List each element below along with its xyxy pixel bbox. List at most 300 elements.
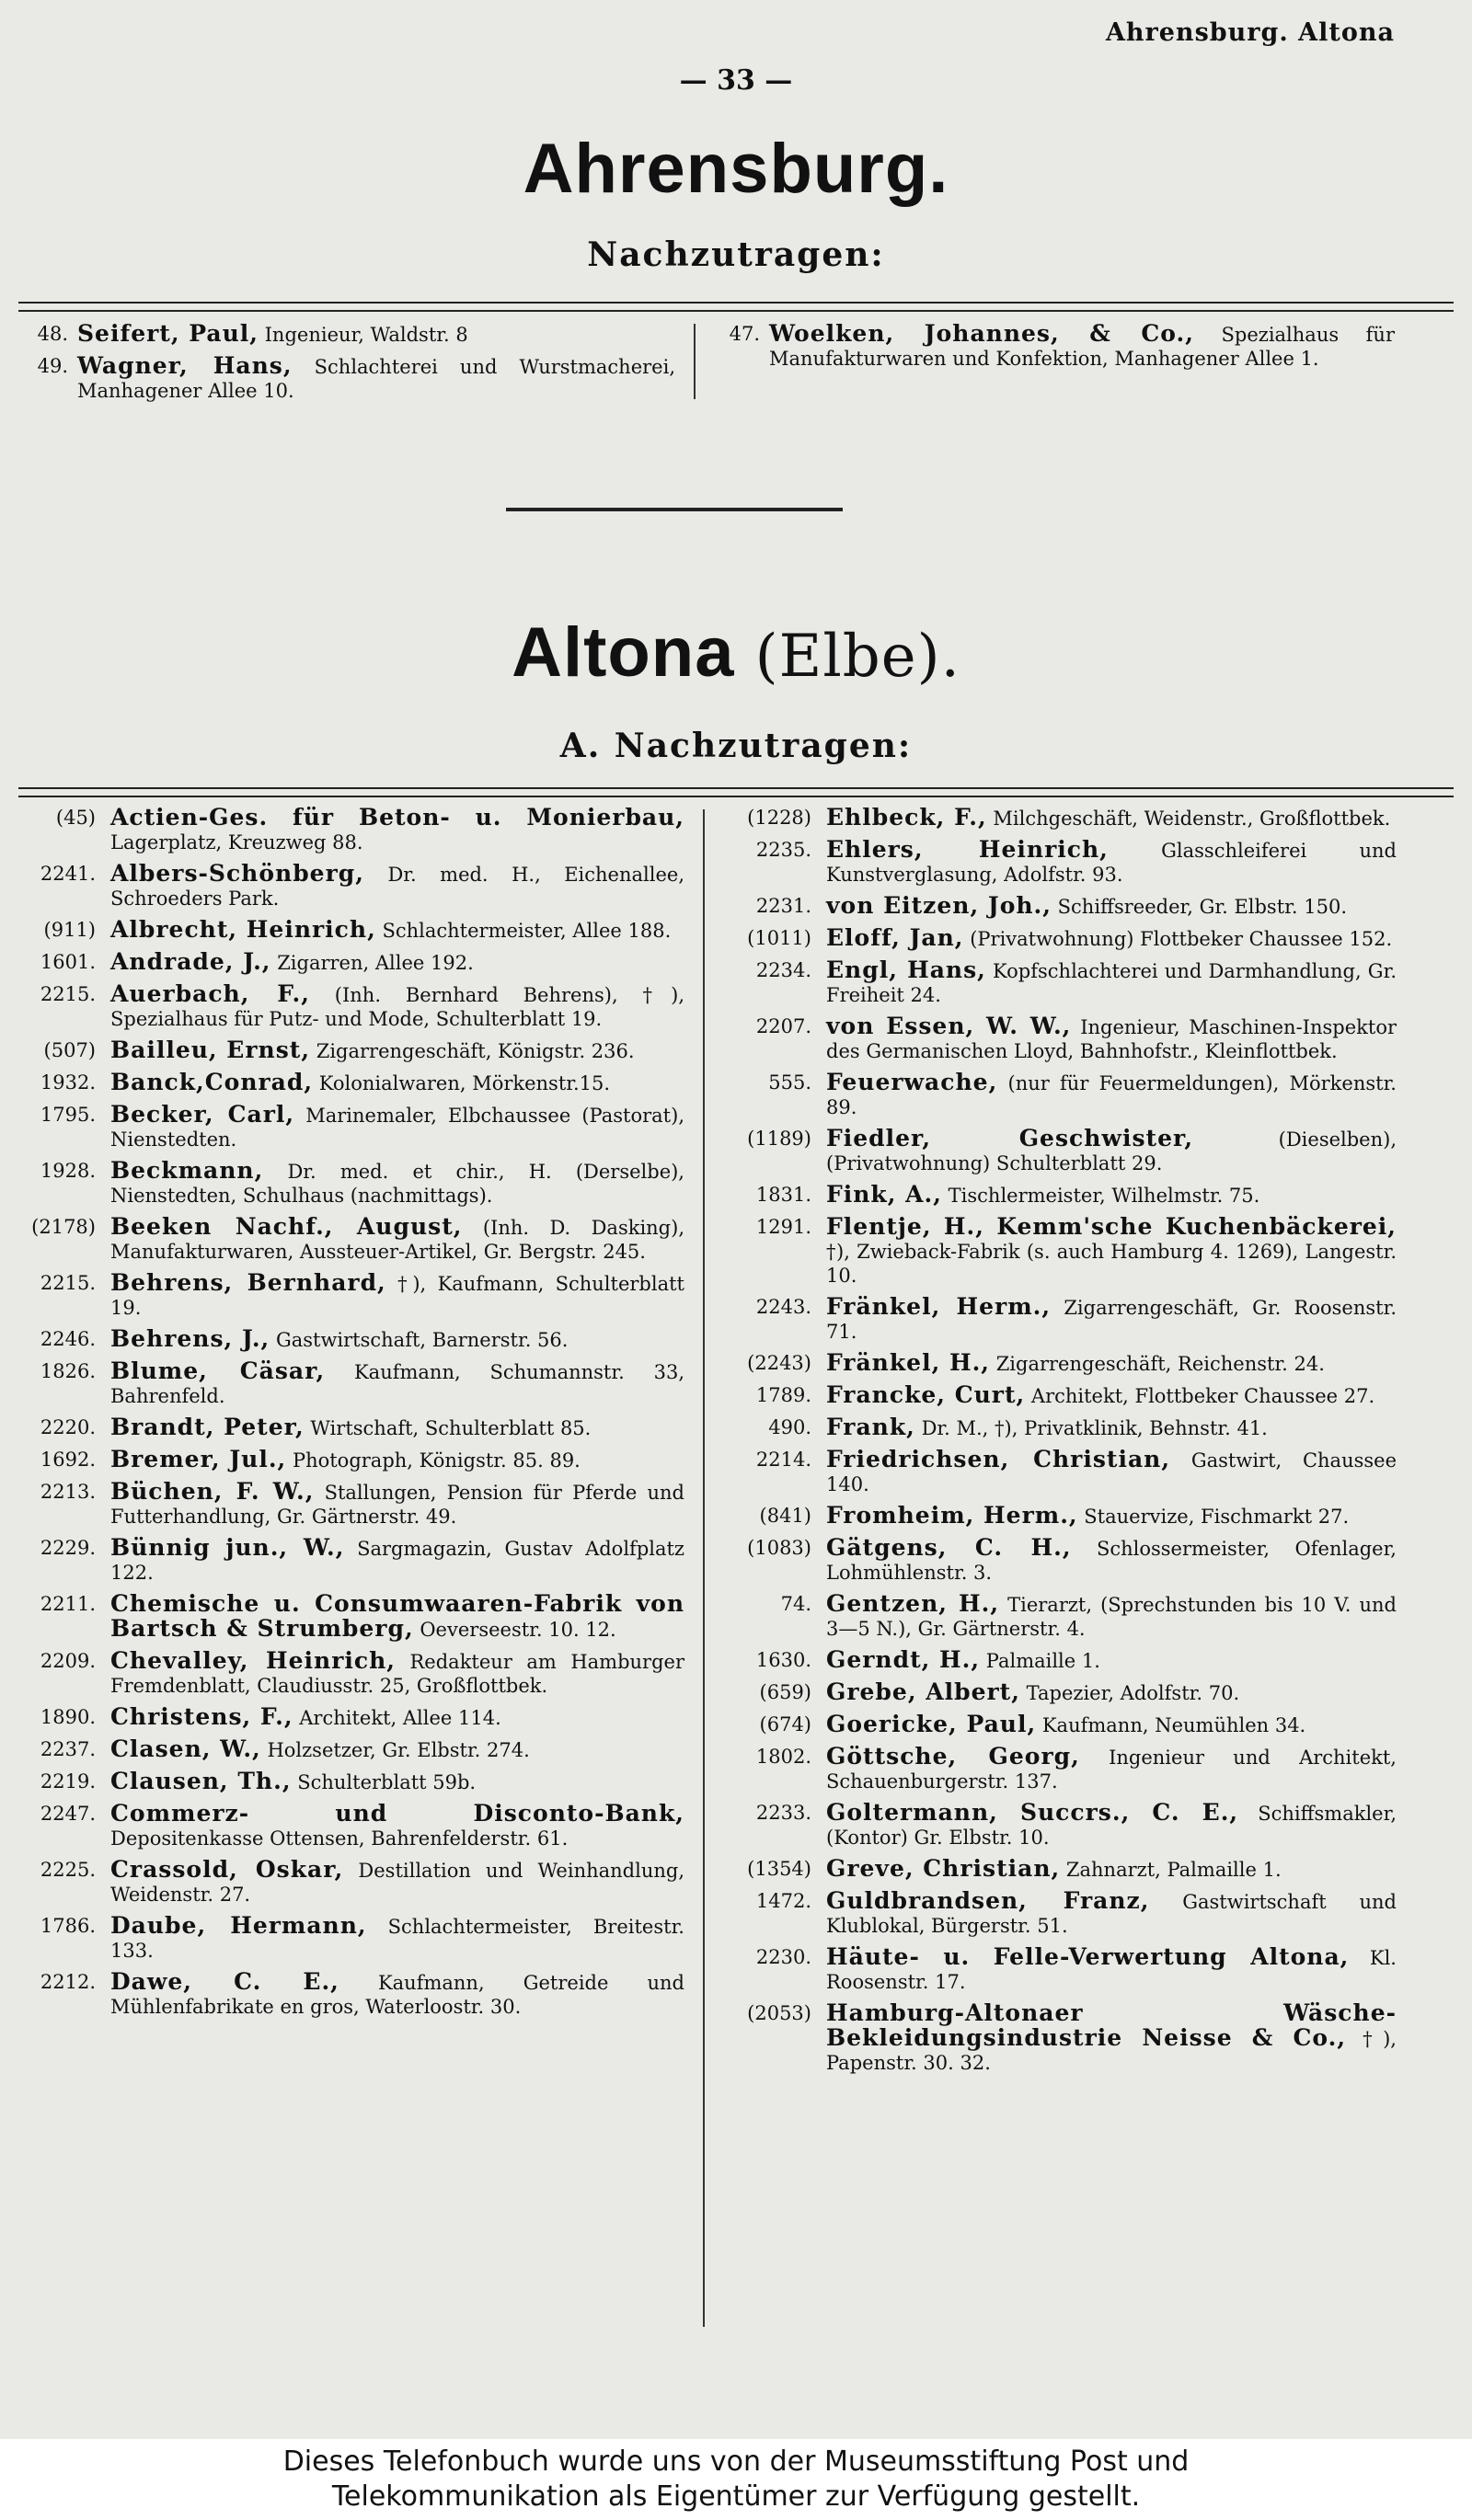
entry-details: Ingenieur und Architekt, Schauenburgerstr. 137. bbox=[826, 1747, 1397, 1793]
entry-body bbox=[826, 806, 1397, 830]
entry-details: (Dieselben), (Privatwohnung) Schulterblatt 29. bbox=[826, 1128, 1397, 1174]
entry-body bbox=[77, 322, 675, 347]
directory-entry bbox=[7, 918, 684, 943]
entry-phone-number: 2241. bbox=[40, 863, 96, 885]
entry-body bbox=[826, 1127, 1397, 1175]
entry-details: Dr. M., †), Privatklinik, Behnstr. 41. bbox=[921, 1417, 1268, 1439]
directory-entry bbox=[718, 1127, 1397, 1175]
entry-body bbox=[77, 354, 675, 403]
directory-entry bbox=[7, 1071, 684, 1095]
entry-name: Francke, Curt, bbox=[826, 1381, 1026, 1408]
entry-details: Destillation und Weinhandlung, Weidenstr. 27. bbox=[110, 1860, 684, 1906]
entry-body bbox=[110, 1327, 684, 1352]
entry-name: Behrens, Bernhard, bbox=[110, 1269, 386, 1296]
entry-phone-number: (1228) bbox=[747, 807, 811, 829]
directory-entry bbox=[712, 322, 1395, 371]
directory-entry bbox=[7, 1858, 684, 1907]
entry-body bbox=[110, 1536, 684, 1585]
entry-phone-number: (659) bbox=[759, 1681, 811, 1703]
directory-entry bbox=[7, 1705, 684, 1730]
altona-column-divider bbox=[703, 809, 705, 2327]
entry-name: Commerz- und Disconto-Bank, bbox=[110, 1800, 684, 1827]
ahrensburg-left-column bbox=[20, 322, 675, 410]
entry-body bbox=[110, 1858, 684, 1907]
entry-phone-number: 2209. bbox=[40, 1650, 96, 1672]
entry-body bbox=[826, 1857, 1397, 1882]
entry-name: Ehlers, Heinrich, bbox=[826, 836, 1109, 863]
entry-name: Göttsche, Georg, bbox=[826, 1743, 1080, 1770]
entry-name: Feuerwache, bbox=[826, 1069, 998, 1095]
entry-details: Schlachtermeister, Breitestr. 133. bbox=[110, 1916, 684, 1962]
entry-body bbox=[826, 926, 1397, 951]
entry-name: Eloff, Jan, bbox=[826, 924, 964, 951]
entry-phone-number: 1831. bbox=[755, 1184, 811, 1206]
entry-details: Zigarrengeschäft, Königstr. 236. bbox=[316, 1040, 635, 1062]
altona-title-main: Altona bbox=[512, 613, 735, 692]
entry-details: Schulterblatt 59b. bbox=[297, 1771, 477, 1793]
entry-details: Milchgeschäft, Weidenstr., Großflottbek. bbox=[993, 808, 1391, 830]
directory-entry bbox=[718, 1801, 1397, 1850]
entry-name: Gätgens, C. H., bbox=[826, 1534, 1072, 1561]
entry-details: Gastwirtschaft, Barnerstr. 56. bbox=[275, 1329, 569, 1351]
entry-name: Andrade, J., bbox=[110, 948, 271, 975]
entry-phone-number: (507) bbox=[43, 1039, 96, 1061]
entry-phone-number: 2234. bbox=[755, 959, 811, 981]
entry-phone-number: 2247. bbox=[40, 1803, 96, 1825]
entry-details: Dr. med. H., Eichenallee, Schroeders Park. bbox=[110, 864, 684, 910]
entry-body bbox=[110, 950, 684, 975]
entry-body bbox=[826, 1351, 1397, 1376]
entry-body bbox=[826, 894, 1397, 919]
entry-phone-number: (674) bbox=[759, 1713, 811, 1735]
entry-body bbox=[826, 1536, 1397, 1585]
entry-phone-number: 2219. bbox=[40, 1770, 96, 1793]
entry-name: Albrecht, Heinrich, bbox=[110, 916, 376, 943]
entry-name: Behrens, J., bbox=[110, 1325, 270, 1352]
entry-body bbox=[826, 1648, 1397, 1673]
altona-title bbox=[0, 613, 1472, 693]
directory-entry bbox=[7, 1802, 684, 1850]
entry-phone-number: 1928. bbox=[40, 1160, 96, 1182]
altona-right-column bbox=[718, 806, 1397, 2082]
entry-phone-number: 1601. bbox=[40, 951, 96, 973]
entry-phone-number: 490. bbox=[768, 1416, 811, 1438]
ahrensburg-double-rule bbox=[18, 302, 1454, 312]
entry-body bbox=[110, 1649, 684, 1698]
entry-body bbox=[826, 1383, 1397, 1408]
directory-entry bbox=[7, 950, 684, 975]
entry-body bbox=[826, 1592, 1397, 1641]
entry-details: Holzsetzer, Gr. Elbstr. 274. bbox=[267, 1739, 530, 1761]
directory-entry bbox=[718, 1351, 1397, 1376]
entry-name: Goericke, Paul, bbox=[826, 1711, 1037, 1737]
ahrensburg-right-column bbox=[712, 322, 1395, 378]
entry-body bbox=[110, 1359, 684, 1408]
entry-name: von Essen, W. W., bbox=[826, 1013, 1072, 1039]
entry-body bbox=[826, 1295, 1397, 1344]
entry-phone-number: (2178) bbox=[31, 1216, 96, 1238]
entry-phone-number: (45) bbox=[55, 807, 96, 829]
entry-details: Kaufmann, Schumannstr. 33, Bahrenfeld. bbox=[110, 1361, 684, 1407]
entry-details: (Inh. Bernhard Behrens), †), Spezialhaus für Putz- und Mode, Schulterblatt 19. bbox=[110, 984, 684, 1030]
directory-entry bbox=[7, 1359, 684, 1408]
entry-details: Tischlermeister, Wilhelmstr. 75. bbox=[948, 1185, 1260, 1207]
entry-phone-number: 1795. bbox=[40, 1104, 96, 1126]
entry-body bbox=[826, 1712, 1397, 1737]
entry-phone-number: 1786. bbox=[40, 1915, 96, 1937]
directory-entry bbox=[7, 1215, 684, 1264]
entry-name: Dawe, C. E., bbox=[110, 1968, 339, 1995]
entry-details: Kl. Roosenstr. 17. bbox=[826, 1947, 1397, 1993]
entry-details: Stallungen, Pension für Pferde und Futterhandlung, Gr. Gärtnerstr. 49. bbox=[110, 1482, 684, 1528]
directory-entry bbox=[718, 1383, 1397, 1408]
entry-name: Albers-Schönberg, bbox=[110, 860, 364, 887]
entry-phone-number: (1354) bbox=[747, 1858, 811, 1880]
directory-entry bbox=[7, 1103, 684, 1151]
entry-phone-number: 2214. bbox=[755, 1449, 811, 1471]
entry-details: †), Kaufmann, Schulterblatt 19. bbox=[110, 1273, 684, 1319]
entry-phone-number: 49. bbox=[37, 355, 68, 377]
entry-name: Bremer, Jul., bbox=[110, 1446, 287, 1472]
entry-name: Crassold, Oskar, bbox=[110, 1856, 344, 1883]
entry-details: Kaufmann, Neumühlen 34. bbox=[1041, 1714, 1306, 1736]
entry-details: Schiffsmakler, (Kontor) Gr. Elbstr. 10. bbox=[826, 1803, 1397, 1849]
entry-body bbox=[826, 838, 1397, 887]
entry-phone-number: 2215. bbox=[40, 983, 96, 1005]
entry-body bbox=[826, 1745, 1397, 1793]
entry-details: Ingenieur, Waldstr. 8 bbox=[264, 324, 468, 346]
directory-entry bbox=[7, 1480, 684, 1529]
entry-details: Photograph, Königstr. 85. 89. bbox=[292, 1449, 581, 1472]
entry-details: Schlachterei und Wurstmacherei, Manhagener Allee 10. bbox=[77, 356, 675, 402]
entry-name: Hamburg-Altonaer Wäsche-Bekleidungsindustrie Neisse & Co., bbox=[826, 1999, 1397, 2051]
entry-name: Flentje, H., Kemm'sche Kuchenbäckerei, bbox=[826, 1213, 1397, 1240]
altona-double-rule bbox=[18, 787, 1454, 797]
entry-phone-number: 2230. bbox=[755, 1946, 811, 1968]
directory-entry bbox=[7, 1327, 684, 1352]
directory-entry bbox=[7, 1770, 684, 1794]
entry-name: Seifert, Paul, bbox=[77, 320, 259, 347]
entry-body bbox=[110, 1415, 684, 1440]
entry-name: Fiedler, Geschwister, bbox=[826, 1125, 1194, 1151]
footer-line-1: Dieses Telefonbuch wurde uns von der Museumsstiftung Post und bbox=[282, 2446, 1190, 2478]
entry-body bbox=[110, 918, 684, 943]
entry-name: Ehlbeck, F., bbox=[826, 804, 987, 830]
entry-phone-number: 2220. bbox=[40, 1416, 96, 1438]
entry-body bbox=[826, 2001, 1397, 2075]
entry-phone-number: (1083) bbox=[747, 1537, 811, 1559]
directory-entry bbox=[718, 1857, 1397, 1882]
entry-body bbox=[110, 1159, 684, 1208]
entry-body bbox=[110, 862, 684, 911]
entry-phone-number: 74. bbox=[780, 1593, 811, 1615]
entry-phone-number: (2243) bbox=[747, 1352, 811, 1374]
entry-name: Bailleu, Ernst, bbox=[110, 1037, 311, 1063]
ahrensburg-column-divider bbox=[694, 324, 696, 399]
entry-body bbox=[110, 806, 684, 854]
entry-phone-number: 1630. bbox=[755, 1649, 811, 1671]
entry-name: Guldbrandsen, Franz, bbox=[826, 1887, 1150, 1914]
entry-name: Frank, bbox=[826, 1414, 915, 1440]
entry-phone-number: 2233. bbox=[755, 1802, 811, 1824]
entry-name: Chevalley, Heinrich, bbox=[110, 1647, 396, 1674]
entry-name: Blume, Cäsar, bbox=[110, 1357, 326, 1384]
entry-name: Clasen, W., bbox=[110, 1735, 261, 1762]
entry-body bbox=[110, 1802, 684, 1850]
entry-body bbox=[110, 1448, 684, 1472]
entry-body bbox=[110, 1103, 684, 1151]
entry-details: (Inh. D. Dasking), Manufakturwaren, Aussteuer-Artikel, Gr. Bergstr. 245. bbox=[110, 1217, 684, 1263]
directory-entry bbox=[7, 1914, 684, 1963]
entry-details: Kaufmann, Getreide und Mühlenfabrikate en gros, Waterloostr. 30. bbox=[110, 1972, 684, 2018]
directory-entry bbox=[718, 806, 1397, 830]
section-separator bbox=[506, 508, 843, 511]
entry-details: Zahnarzt, Palmaille 1. bbox=[1065, 1859, 1282, 1881]
entry-body bbox=[110, 1970, 684, 2019]
entry-body bbox=[826, 1014, 1397, 1063]
entry-details: Dr. med. et chir., H. (Derselbe), Nienstedten, Schulhaus (nachmittags). bbox=[110, 1161, 684, 1207]
entry-details: Tierarzt, (Sprechstunden bis 10 V. und 3—5 N.), Gr. Gärtnerstr. 4. bbox=[826, 1594, 1397, 1640]
entry-phone-number: 1826. bbox=[40, 1360, 96, 1382]
entry-body bbox=[110, 1038, 684, 1063]
entry-details: Architekt, Flottbeker Chaussee 27. bbox=[1030, 1385, 1375, 1407]
entry-phone-number: (1011) bbox=[747, 927, 811, 949]
entry-details: Zigarren, Allee 192. bbox=[277, 952, 474, 974]
entry-name: Greve, Christian, bbox=[826, 1855, 1061, 1882]
entry-body bbox=[826, 1183, 1397, 1208]
entry-details: (nur für Feuermeldungen), Mörkenstr. 89. bbox=[826, 1072, 1397, 1118]
directory-entry bbox=[718, 1592, 1397, 1641]
entry-phone-number: (1189) bbox=[747, 1128, 811, 1150]
directory-entry bbox=[718, 1745, 1397, 1793]
entry-phone-number: 2212. bbox=[40, 1971, 96, 1993]
page-number: — 33 — bbox=[679, 64, 793, 97]
entry-details: Zigarrengeschäft, Gr. Roosenstr. 71. bbox=[826, 1297, 1397, 1343]
directory-entry bbox=[718, 894, 1397, 919]
entry-details: Palmaille 1. bbox=[985, 1650, 1100, 1672]
entry-body bbox=[826, 1801, 1397, 1850]
entry-name: Büchen, F. W., bbox=[110, 1478, 315, 1505]
directory-entry bbox=[7, 862, 684, 911]
directory-entry bbox=[7, 1649, 684, 1698]
entry-details: Gastwirtschaft und Klublokal, Bürgerstr. 51. bbox=[826, 1891, 1397, 1937]
directory-entry bbox=[718, 1712, 1397, 1737]
directory-entry bbox=[7, 1159, 684, 1208]
entry-details: Schlossermeister, Ofenlager, Lohmühlenstr. 3. bbox=[826, 1538, 1397, 1584]
entry-body bbox=[826, 1448, 1397, 1496]
entry-phone-number: 1692. bbox=[40, 1449, 96, 1471]
entry-details: Schlachtermeister, Allee 188. bbox=[382, 920, 672, 942]
entry-phone-number: (2053) bbox=[747, 2002, 811, 2024]
entry-body bbox=[110, 1737, 684, 1762]
entry-phone-number: 1472. bbox=[755, 1890, 811, 1912]
entry-details: Marinemaler, Elbchaussee (Pastorat), Nienstedten. bbox=[110, 1105, 684, 1151]
entry-phone-number: 2229. bbox=[40, 1537, 96, 1559]
entry-details: (Privatwohnung) Flottbeker Chaussee 152. bbox=[970, 928, 1393, 950]
altona-left-column bbox=[7, 806, 684, 2026]
entry-details: Kolonialwaren, Mörkenstr.15. bbox=[318, 1072, 611, 1094]
entry-body bbox=[110, 1271, 684, 1320]
entry-details: Lagerplatz, Kreuzweg 88. bbox=[110, 831, 363, 853]
entry-details: Zigarrengeschäft, Reichenstr. 24. bbox=[995, 1353, 1325, 1375]
entry-name: Grebe, Albert, bbox=[826, 1678, 1020, 1705]
entry-phone-number: 2235. bbox=[755, 839, 811, 861]
entry-details: Redakteur am Hamburger Fremdenblatt, Claudiusstr. 25, Großflottbek. bbox=[110, 1651, 684, 1697]
directory-entry bbox=[718, 1183, 1397, 1208]
entry-name: von Eitzen, Joh., bbox=[826, 892, 1052, 919]
directory-entry bbox=[7, 1592, 684, 1642]
entry-phone-number: 2225. bbox=[40, 1859, 96, 1881]
entry-phone-number: 1789. bbox=[755, 1384, 811, 1406]
entry-name: Actien-Ges. für Beton- u. Monierbau, bbox=[110, 804, 684, 830]
entry-name: Brandt, Peter, bbox=[110, 1414, 305, 1440]
directory-entry bbox=[718, 1014, 1397, 1063]
directory-entry bbox=[718, 1648, 1397, 1673]
entry-name: Engl, Hans, bbox=[826, 956, 986, 983]
entry-phone-number: (841) bbox=[759, 1505, 811, 1527]
entry-phone-number: 1932. bbox=[40, 1071, 96, 1094]
directory-entry bbox=[718, 958, 1397, 1007]
entry-phone-number: 2213. bbox=[40, 1481, 96, 1503]
entry-details: Ingenieur, Maschinen-Inspektor des Germanischen Lloyd, Bahnhofstr., Kleinflottbek. bbox=[826, 1016, 1397, 1062]
directory-entry bbox=[718, 2001, 1397, 2075]
entry-name: Beeken Nachf., August, bbox=[110, 1213, 463, 1240]
entry-body bbox=[110, 1071, 684, 1095]
entry-body bbox=[826, 1504, 1397, 1529]
entry-details: Schiffsreeder, Gr. Elbstr. 150. bbox=[1057, 896, 1347, 918]
entry-body bbox=[826, 1071, 1397, 1119]
entry-body bbox=[826, 1680, 1397, 1705]
entry-phone-number: 2215. bbox=[40, 1272, 96, 1294]
directory-entry bbox=[718, 926, 1397, 951]
entry-body bbox=[110, 1705, 684, 1730]
entry-details: †), Zwieback-Fabrik (s. auch Hamburg 4. 1269), Langestr. 10. bbox=[826, 1241, 1397, 1287]
entry-name: Beckmann, bbox=[110, 1157, 264, 1184]
entry-details: Architekt, Allee 114. bbox=[299, 1707, 501, 1729]
entry-phone-number: 1802. bbox=[755, 1746, 811, 1768]
entry-phone-number: 2243. bbox=[755, 1296, 811, 1318]
entry-details: †), Papenstr. 30. 32. bbox=[826, 2028, 1397, 2074]
entry-phone-number: 48. bbox=[37, 323, 68, 345]
directory-entry bbox=[20, 354, 675, 403]
directory-entry bbox=[7, 1415, 684, 1440]
entry-phone-number: 47. bbox=[729, 323, 760, 345]
entry-details: Sargmagazin, Gustav Adolfplatz 122. bbox=[110, 1538, 684, 1584]
directory-entry bbox=[7, 1038, 684, 1063]
entry-phone-number: 1890. bbox=[40, 1706, 96, 1728]
entry-body bbox=[826, 1945, 1397, 1994]
entry-name: Clausen, Th., bbox=[110, 1768, 292, 1794]
entry-phone-number: 2237. bbox=[40, 1738, 96, 1760]
entry-name: Daube, Hermann, bbox=[110, 1912, 367, 1939]
entry-name: Bünnig jun., W., bbox=[110, 1534, 345, 1561]
entry-name: Becker, Carl, bbox=[110, 1101, 295, 1128]
entry-details: Depositenkasse Ottensen, Bahrenfelderstr. 61. bbox=[110, 1827, 569, 1850]
entry-name: Banck,Conrad, bbox=[110, 1069, 314, 1095]
entry-name: Fränkel, Herm., bbox=[826, 1293, 1052, 1320]
entry-body bbox=[110, 1215, 684, 1264]
directory-entry bbox=[7, 1970, 684, 2019]
entry-phone-number: 2246. bbox=[40, 1328, 96, 1350]
entry-phone-number: 2211. bbox=[40, 1593, 96, 1615]
entry-phone-number: 1291. bbox=[755, 1216, 811, 1238]
entry-body bbox=[110, 1770, 684, 1794]
entry-details: Kopfschlachterei und Darmhandlung, Gr. Freiheit 24. bbox=[826, 960, 1397, 1006]
ownership-footer bbox=[0, 2439, 1472, 2520]
directory-entry bbox=[7, 1448, 684, 1472]
entry-name: Fromheim, Herm., bbox=[826, 1502, 1078, 1529]
directory-entry bbox=[718, 1536, 1397, 1585]
directory-entry bbox=[20, 322, 675, 347]
directory-entry bbox=[7, 982, 684, 1031]
entry-details: Stauervize, Fischmarkt 27. bbox=[1084, 1506, 1350, 1528]
entry-body bbox=[826, 1889, 1397, 1938]
running-title: Ahrensburg. Altona bbox=[1105, 18, 1395, 47]
directory-entry bbox=[718, 1504, 1397, 1529]
footer-line-2: Telekommunikation als Eigentümer zur Verfügung gestellt. bbox=[331, 2480, 1141, 2513]
entry-phone-number: 2207. bbox=[755, 1015, 811, 1037]
entry-name: Häute- u. Felle-Verwertung Altona, bbox=[826, 1943, 1350, 1970]
entry-body bbox=[110, 982, 684, 1031]
entry-details: Spezialhaus für Manufakturwaren und Konfektion, Manhagener Allee 1. bbox=[769, 324, 1395, 370]
directory-entry bbox=[7, 806, 684, 854]
entry-name: Auerbach, F., bbox=[110, 980, 310, 1007]
entry-phone-number: 555. bbox=[768, 1071, 811, 1094]
entry-body bbox=[826, 958, 1397, 1007]
entry-name: Fränkel, H., bbox=[826, 1349, 991, 1376]
entry-name: Goltermann, Succrs., C. E., bbox=[826, 1799, 1239, 1826]
entry-name: Fink, A., bbox=[826, 1181, 942, 1208]
directory-entry bbox=[718, 1295, 1397, 1344]
entry-body bbox=[769, 322, 1395, 371]
altona-title-suffix: (Elbe). bbox=[754, 623, 960, 691]
directory-entry bbox=[7, 1271, 684, 1320]
directory-entry bbox=[718, 1071, 1397, 1119]
directory-entry bbox=[7, 1536, 684, 1585]
directory-entry bbox=[718, 1415, 1397, 1440]
directory-entry bbox=[718, 1680, 1397, 1705]
entry-phone-number: (911) bbox=[43, 919, 96, 941]
entry-phone-number: 2231. bbox=[755, 895, 811, 917]
entry-name: Gerndt, H., bbox=[826, 1646, 981, 1673]
directory-entry bbox=[718, 1448, 1397, 1496]
entry-name: Friedrichsen, Christian, bbox=[826, 1446, 1171, 1472]
directory-entry bbox=[718, 1945, 1397, 1994]
ahrensburg-title: Ahrensburg. bbox=[523, 130, 949, 208]
entry-body bbox=[110, 1480, 684, 1529]
directory-entry bbox=[718, 1215, 1397, 1288]
entry-body bbox=[110, 1914, 684, 1963]
entry-body bbox=[110, 1592, 684, 1642]
entry-details: Oeverseestr. 10. 12. bbox=[420, 1619, 616, 1641]
directory-entry bbox=[718, 838, 1397, 887]
entry-body bbox=[826, 1415, 1397, 1440]
altona-section-title: A. Nachzutragen: bbox=[559, 727, 913, 765]
directory-entry bbox=[7, 1737, 684, 1762]
entry-name: Gentzen, H., bbox=[826, 1590, 1000, 1617]
entry-details: Wirtschaft, Schulterblatt 85. bbox=[310, 1417, 592, 1439]
entry-body bbox=[826, 1215, 1397, 1288]
entry-name: Woelken, Johannes, & Co., bbox=[769, 320, 1194, 347]
ahrensburg-section-title: Nachzutragen: bbox=[587, 235, 885, 274]
entry-details: Glasschleiferei und Kunstverglasung, Adolfstr. 93. bbox=[826, 840, 1397, 886]
entry-name: Christens, F., bbox=[110, 1703, 293, 1730]
entry-details: Tapezier, Adolfstr. 70. bbox=[1026, 1682, 1240, 1704]
entry-name: Wagner, Hans, bbox=[77, 352, 293, 379]
entry-name: Chemische u. Consumwaaren-Fabrik von Bartsch & Strumberg, bbox=[110, 1590, 684, 1642]
entry-details: Gastwirt, Chaussee 140. bbox=[826, 1449, 1397, 1495]
directory-entry bbox=[718, 1889, 1397, 1938]
